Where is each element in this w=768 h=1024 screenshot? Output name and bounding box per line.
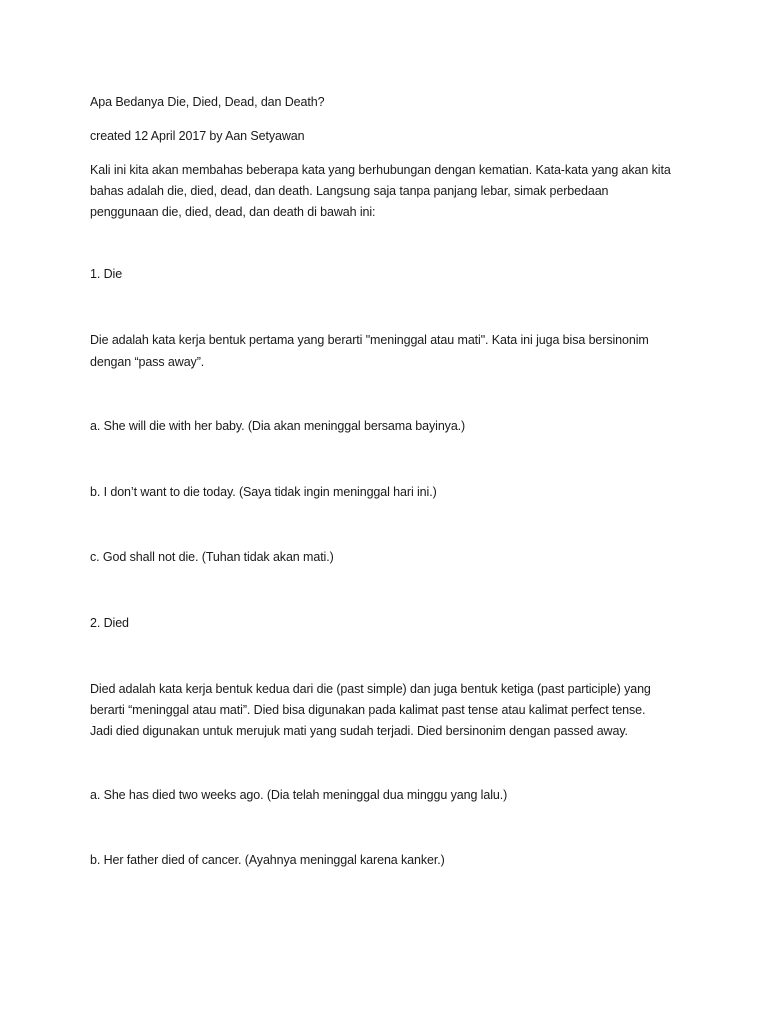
intro-line: bahas adalah die, died, dead, dan death. Langsung saja tanpa panjang lebar, simak perbedaan (90, 184, 609, 198)
definition-line: dengan “pass away”. (90, 355, 205, 369)
definition-line: Die adalah kata kerja bentuk pertama yang berarti "meninggal atau mati". Kata ini juga bisa bersinonim (90, 333, 649, 347)
example-line: b. I don’t want to die today. (Saya tidak ingin meninggal hari ini.) (90, 485, 437, 499)
definition-line: Died adalah kata kerja bentuk kedua dari die (past simple) dan juga bentuk ketiga (past participle) yang (90, 682, 651, 696)
example-line: b. Her father died of cancer. (Ayahnya meninggal karena kanker.) (90, 853, 445, 867)
intro-line: Kali ini kita akan membahas beberapa kata yang berhubungan dengan kematian. Kata-kata yang akan kita (90, 163, 671, 177)
byline: created 12 April 2017 by Aan Setyawan (90, 129, 305, 143)
section-heading-died: 2. Died (90, 616, 129, 630)
section-heading-die: 1. Die (90, 267, 123, 281)
intro-line: penggunaan die, died, dead, dan death di bawah ini: (90, 205, 376, 219)
example-line: c. God shall not die. (Tuhan tidak akan mati.) (90, 550, 334, 564)
definition-line: berarti “meninggal atau mati”. Died bisa digunakan pada kalimat past tense atau kalimat perfect tense. (90, 703, 646, 717)
example-line: a. She will die with her baby. (Dia akan meninggal bersama bayinya.) (90, 419, 466, 433)
document-title: Apa Bedanya Die, Died, Dead, dan Death? (90, 95, 325, 109)
definition-line: Jadi died digunakan untuk merujuk mati yang sudah terjadi. Died bersinonim dengan passed away. (90, 724, 628, 738)
example-line: a. She has died two weeks ago. (Dia telah meninggal dua minggu yang lalu.) (90, 788, 508, 802)
